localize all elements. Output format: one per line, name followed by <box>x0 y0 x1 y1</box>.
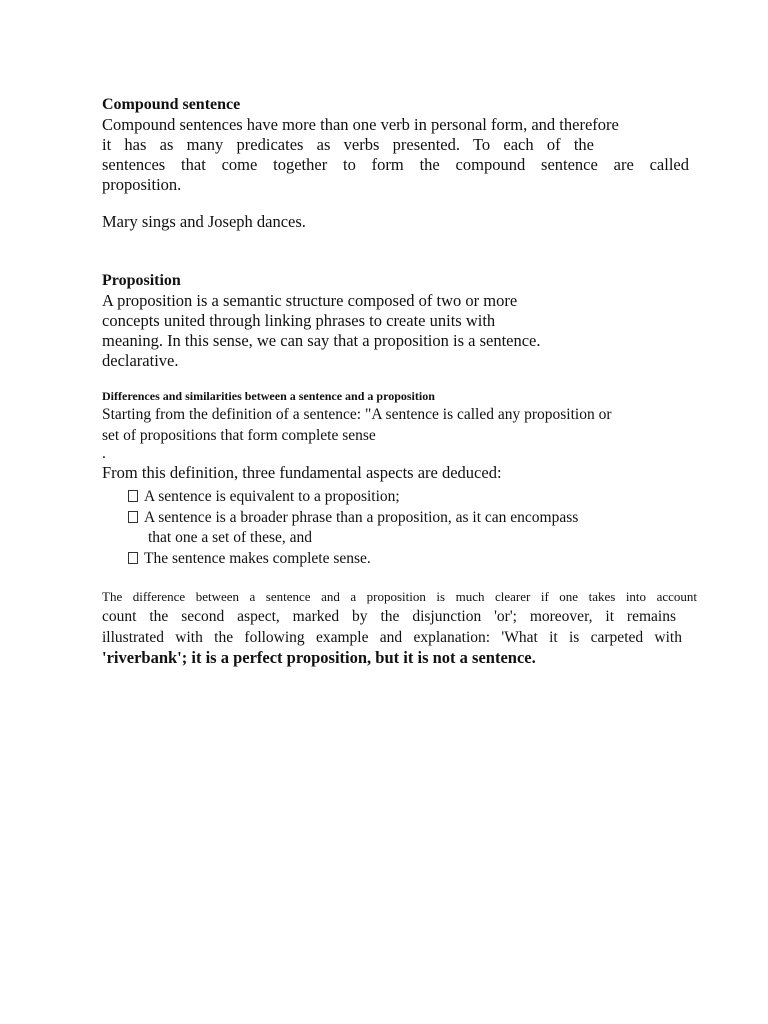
list-item-text: A sentence is a broader phrase than a proposition, as it can encompass <box>144 508 579 526</box>
compound-line-1: Compound sentences have more than one verb in personal form, and therefore <box>102 115 619 134</box>
differences-line-4: From this definition, three fundamental aspects are deduced: <box>102 463 502 482</box>
compound-example: Mary sings and Joseph dances. <box>102 212 306 231</box>
differences-line-1: Starting from the definition of a sentence: "A sentence is called any proposition or <box>102 406 612 423</box>
compound-line-2: it has as many predicates as verbs presented. To each of the <box>102 135 594 154</box>
list-item-continuation: that one a set of these, and <box>148 529 312 546</box>
differences-line-2: set of propositions that form complete sense <box>102 426 376 444</box>
list-item <box>128 508 578 529</box>
conclusion-line-2: count the second aspect, marked by the disjunction 'or'; moreover, it remains <box>102 608 676 625</box>
list-item-text: A sentence is equivalent to a proposition; <box>144 488 400 505</box>
square-bullet-icon <box>128 552 138 564</box>
square-bullet-icon <box>128 490 138 502</box>
proposition-section <box>102 271 541 371</box>
list-item <box>128 549 578 570</box>
list-item-text: The sentence makes complete sense. <box>144 549 371 567</box>
square-bullet-icon <box>128 511 138 523</box>
differences-section <box>102 388 612 484</box>
conclusion-section <box>102 587 697 668</box>
proposition-line-3: meaning. In this sense, we can say that a proposition is a sentence. <box>102 331 541 350</box>
proposition-line-1: A proposition is a semantic structure composed of two or more <box>102 291 518 310</box>
list-item <box>128 487 578 508</box>
conclusion-line-4: 'riverbank'; it is a perfect proposition, but it is not a sentence. <box>102 648 536 667</box>
proposition-line-4: declarative. <box>102 351 179 370</box>
compound-line-3: sentences that come together to form the compound sentence are called <box>102 155 689 174</box>
differences-line-3: . <box>102 445 106 462</box>
proposition-heading: Proposition <box>102 272 181 289</box>
proposition-line-2: concepts united through linking phrases to create units with <box>102 311 496 330</box>
differences-heading: Differences and similarities between a sentence and a proposition <box>102 389 435 403</box>
compound-line-4: proposition. <box>102 175 182 194</box>
compound-heading: Compound sentence <box>102 96 241 113</box>
compound-section <box>102 95 689 195</box>
conclusion-line-1: The difference between a sentence and a proposition is much clearer if one takes into account <box>102 589 697 604</box>
conclusion-line-3: illustrated with the following example and explanation: 'What it is carpeted with <box>102 628 682 646</box>
aspects-list <box>128 487 578 569</box>
